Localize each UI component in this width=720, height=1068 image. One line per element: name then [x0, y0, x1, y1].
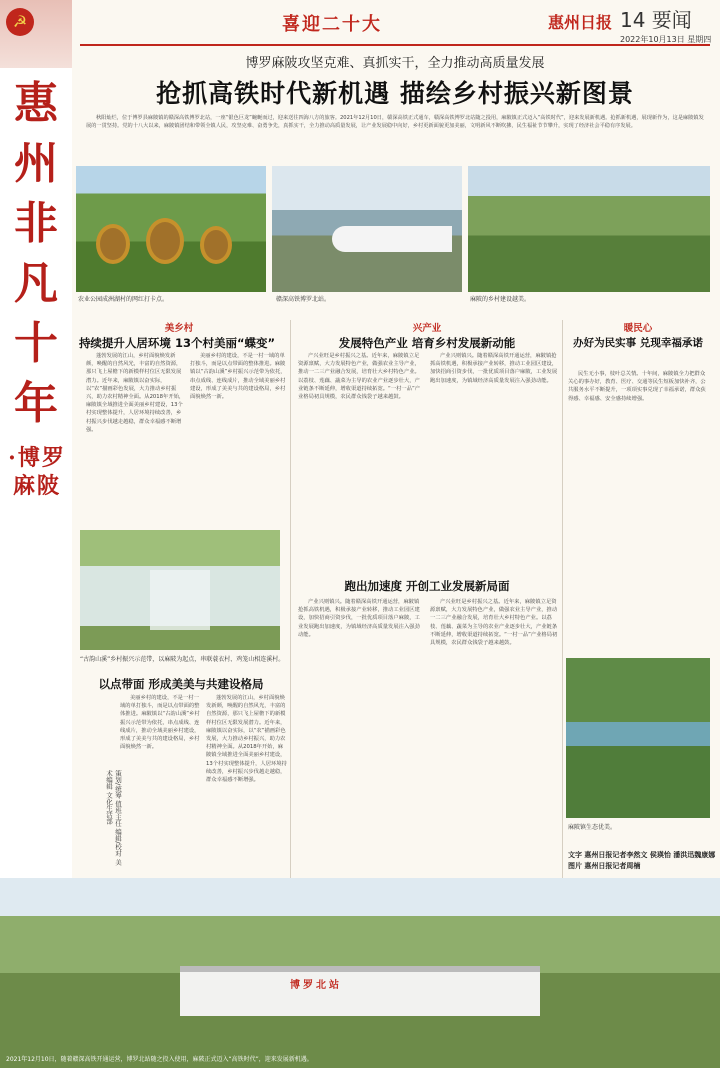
page-label: 14 要闻 — [620, 8, 692, 32]
section-heading: 办好为民实事 兑现幸福承诺 — [573, 337, 703, 349]
calligraphy-char: 年 — [14, 378, 60, 429]
station-sign: 博罗北站 — [290, 980, 342, 991]
section-body: 产业兴则镇兴。随着赣深高铁开通运营，麻陂镇抢抓高铁机遇，积极承接产业转移，推动工业园区建设，加快招商引资步伐，一批优质项目落户麻陂，工业发展跑出加速度，为镇域经济高质量发展注入强劲动能。 — [298, 599, 420, 638]
photo-reservoir — [80, 530, 280, 650]
byline-photo: 图片 惠州日报记者周楠 — [568, 862, 641, 870]
byline-text: 文字 惠州日报记者李然文 侯瑛怡 潘洪迅魏康娜 — [568, 851, 716, 859]
article-headline: 抢抓高铁时代新机遇 描绘乡村振兴新图景 — [156, 79, 634, 108]
paper-name: 惠州日报 — [548, 13, 613, 32]
photo-station-panorama — [0, 878, 720, 1068]
photo-caption: 麻陂的乡村建设越美。 — [470, 296, 531, 303]
section-tag: 美乡村 — [164, 323, 194, 334]
waterfall-shape — [150, 570, 210, 630]
section-body: 蓬勃发展的江山，乡村面貌焕发新颜，唤醒的自然风光，丰富的自然资源，那只飞上屋檐下的新模样村位区无限发展潜力。近年来，麻陂镇以奋实际，以“农”描画彩色发展，大力推动乡村振兴，助力农村精神全面。从2018年开始，麻陂镇全域推进全面美丽乡村建设，13个村实现整体提升，人居环境持续改善，乡村振兴步伐越走越稳，群众幸福感不断增强。 — [86, 353, 185, 433]
section-tag: 兴产业 — [412, 323, 442, 334]
calligraphy-char: 十 — [14, 318, 60, 369]
header-divider — [80, 44, 710, 46]
column-divider — [290, 320, 291, 880]
photo-caption: “古韵山溪”乡村振兴示范带，以麻陂为起点，串联蓑衣村、鸡笼山相连溪村。 — [80, 656, 285, 663]
ring-sculpture — [200, 226, 232, 264]
calligraphy-char: 非 — [14, 198, 60, 249]
section-body: 民生无小事，枝叶总关情。十年间，麻陂镇全力把群众关心的事办好，教育、医疗、交通等民生短板加快补齐，公共服务水平不断提升，一项项实事兑现了幸福承诺，群众获得感、幸福感、安全感持续增强。 — [568, 371, 706, 402]
party-emblem-icon: ☭ — [6, 8, 34, 36]
section-body: 产业兴则镇兴。随着赣深高铁开通运营，麻陂镇抢抓高铁机遇，积极承接产业转移，推动工业园区建设，加快招商引资步伐，一批优质项目落户麻陂，工业发展跑出加速度，为镇域经济高质量发展注入强劲动能。 — [430, 353, 558, 384]
banner-title: 喜迎二十大 — [282, 14, 382, 35]
photo-station-platform — [272, 166, 462, 292]
section-body: 产兴业旺是乡村振兴之基。近年来，麻陂镇立足资源禀赋，大力发展特色产业，做强农业主导产业，推动一二三产业融合发展，培育壮大乡村特色产业。以荔枝、莲藕、蔬菜为主导的农业产业逐步壮大，产业链条不断延伸，增收渠道持续拓宽。“一村一品”产业格局初具规模，农民群众钱袋子越来越鼓。 — [430, 599, 558, 647]
issue-date: 2022年10月13日 星期四 — [620, 35, 712, 44]
article-lead: 秋阳灿烂，位于博罗县麻陂镇的赣深高铁博罗北站，一座“银色巨龙”蜿蜒而过，迎来送往四海八方的旅客。2021年12月10日，赣深高铁正式通车，赣深高铁博罗北站随之投用，麻陂镇正式迈入“高铁时代”，迎来发展新机遇。抢抓新机遇，展现新作为，这是麻陂镇发展的一贯坚持。党的十八大以来，麻陂镇团结和带领全镇人民，攻坚克难、奋勇争先，真抓实干，全力推动高质量发展，让产业发展稳中向好，乡村更新面貌更加美丽，文明新风不断吹拂，民生福祉节节攀升，实现了经济社会平稳有序发展。 — [86, 115, 704, 130]
photo-river — [566, 658, 710, 818]
calligraphy-char: 惠 — [14, 78, 60, 129]
section-heading: 发展特色产业 培育乡村发展新动能 — [338, 336, 516, 350]
photo-park — [76, 166, 266, 292]
section-body: 产兴业旺是乡村振兴之基。近年来，麻陂镇立足资源禀赋，大力发展特色产业，做强农业主导产业，推动一二三产业融合发展，培育壮大乡村特色产业。以荔枝、莲藕、蔬菜为主导的农业产业逐步壮大，产业链条不断延伸，增收渠道持续拓宽。“一村一品”产业格局初具规模，农民群众钱袋子越来越鼓。 — [298, 353, 421, 401]
section-body: 蓬勃发展的江山，乡村面貌焕发新颜，唤醒的自然风光，丰富的自然资源，那只飞上屋檐下的新模样村位区无限发展潜力。近年来，麻陂镇以奋实际，以“农”描画彩色发展，大力推动乡村振兴，助力农村精神全面。从2018年开始，麻陂镇全域推进全面美丽乡村建设，13个村实现整体提升，人居环境持续改善，乡村振兴步伐越走越稳，群众幸福感不断增强。 — [206, 695, 287, 784]
column-divider — [562, 320, 563, 880]
ring-sculpture — [146, 218, 184, 264]
photo-caption: 麻陂镇生态优美。 — [568, 824, 617, 831]
section-tag: 暖民心 — [623, 323, 653, 334]
section-body: 美丽乡村的建设，不是一村一域的单打独斗，而是以点带面的整体推进。麻陂镇以“古韵山溪”乡村振兴示范带为依托，串点成线、连线成片，推动全域美丽乡村建设，形成了美美与共的建设格局，乡村面貌焕然一新。 — [190, 353, 286, 401]
section-heading: 跑出加速度 开创工业发展新局面 — [344, 579, 510, 593]
bottom-caption: 2021年12月10日，随着赣深高铁开通运营，博罗北站随之投入使用，麻陂正式迈入“高铁时代”，迎来发展新机遇。 — [6, 1056, 313, 1063]
region-label: ·博罗麻陂 — [8, 445, 66, 499]
photo-village — [468, 166, 710, 292]
byline — [568, 850, 715, 872]
calligraphy-char: 凡 — [14, 258, 60, 309]
editor-credits: 策划/统筹 值班主任 编辑/校对 美术编辑 文化生活部 — [105, 770, 122, 866]
article-subtitle: 博罗麻陂攻坚克难、真抓实干，全力推动高质量发展 — [245, 56, 545, 71]
left-header-bar — [0, 0, 72, 68]
photo-caption: 赣深高铁博罗北站。 — [276, 296, 331, 303]
train-shape — [332, 226, 452, 252]
ring-sculpture — [96, 224, 130, 264]
section-heading: 以点带面 形成美美与共建设格局 — [98, 677, 264, 691]
section-body: 美丽乡村的建设，不是一村一域的单打独斗，而是以点带面的整体推进。麻陂镇以“古韵山溪”乡村振兴示范带为依托，串点成线、连线成片，推动全域美丽乡村建设，形成了美美与共的建设格局，乡村面貌焕然一新。 — [120, 695, 200, 751]
calligraphy-title — [8, 74, 66, 500]
calligraphy-char: 州 — [14, 138, 60, 189]
station-building — [180, 966, 540, 1016]
section-heading: 持续提升人居环境 13个村美丽“蝶变” — [78, 336, 276, 350]
photo-caption: 农业公园成洲湖村的网红打卡点。 — [78, 296, 169, 303]
